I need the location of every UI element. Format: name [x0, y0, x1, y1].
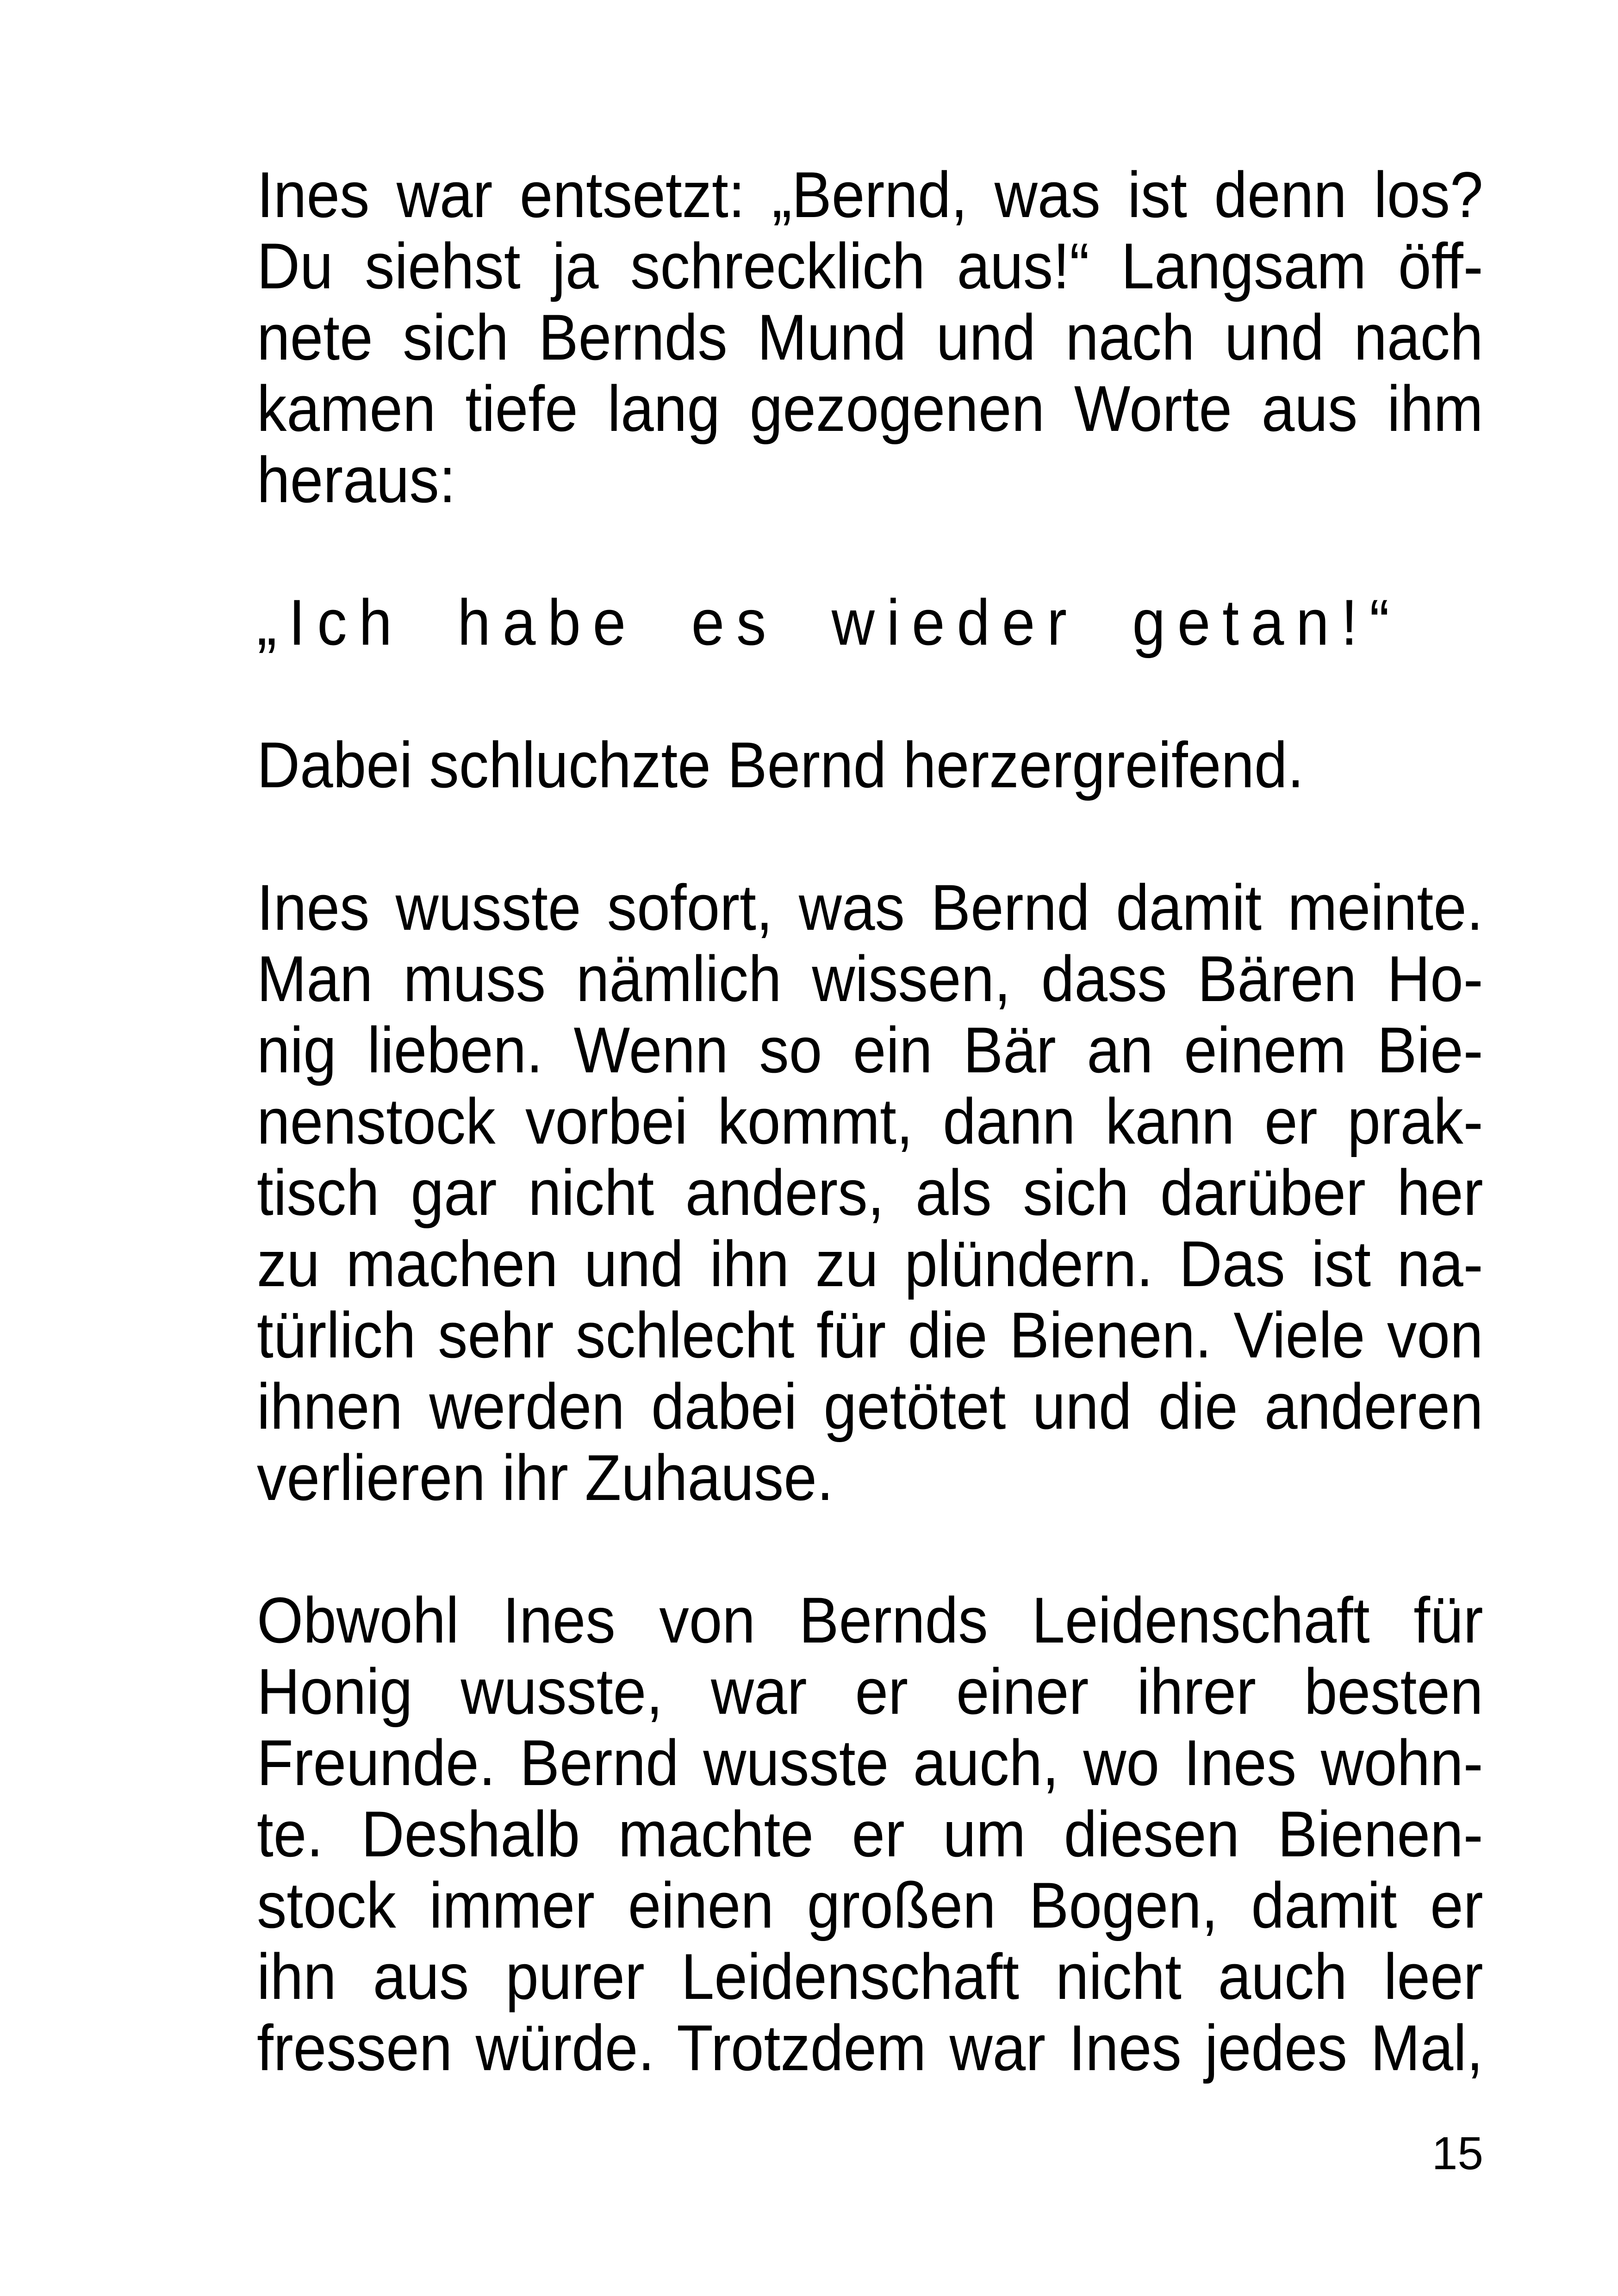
- text-line: Du siehst ja schrecklich aus!“ Langsam öff-: [257, 230, 1483, 302]
- text-line: Ines wusste sofort, was Bernd damit meinte.: [257, 871, 1483, 944]
- paragraph-p1: [257, 159, 1483, 516]
- text-line: Freunde. Bernd wusste auch, wo Ines wohn-: [257, 1726, 1483, 1799]
- text-line: zu machen und ihn zu plündern. Das ist na-: [257, 1227, 1483, 1300]
- text-line: verlieren ihr Zuhause.: [257, 1441, 834, 1514]
- text-line: nete sich Bernds Mund und nach und nach: [257, 301, 1483, 373]
- text-line: te. Deshalb machte er um diesen Bienen-: [257, 1798, 1483, 1870]
- paragraph-p5: [257, 1585, 1483, 2084]
- paragraph-p3: [257, 729, 1483, 801]
- text-line: fressen würde. Trotzdem war Ines jedes Mal,: [257, 2011, 1483, 2084]
- text-line: „Ich habe es wieder getan!“: [257, 586, 1401, 659]
- text-block: [257, 159, 1483, 2155]
- paragraph-p4: [257, 872, 1483, 1513]
- text-line: heraus:: [257, 443, 456, 516]
- text-line: ihnen werden dabei getötet und die anderen: [257, 1370, 1483, 1443]
- text-line: Ines war entsetzt: „Bernd, was ist denn los?: [257, 158, 1483, 231]
- page-number: 15: [1431, 2128, 1483, 2179]
- text-line: nenstock vorbei kommt, dann kann er prak-: [257, 1085, 1483, 1157]
- text-line: Dabei schluchzte Bernd herzergreifend.: [257, 728, 1304, 801]
- text-line: stock immer einen großen Bogen, damit er: [257, 1869, 1483, 1941]
- text-line: Honig wusste, war er einer ihrer besten: [257, 1655, 1483, 1728]
- text-line: nig lieben. Wenn so ein Bär an einem Bie-: [257, 1014, 1483, 1086]
- text-line: kamen tiefe lang gezogenen Worte aus ihm: [257, 372, 1483, 445]
- text-line: türlich sehr schlecht für die Bienen. Viele von: [257, 1299, 1483, 1371]
- text-line: Man muss nämlich wissen, dass Bären Ho-: [257, 942, 1483, 1015]
- text-line: tisch gar nicht anders, als sich darüber her: [257, 1156, 1483, 1229]
- paragraph-quote: [257, 587, 1483, 658]
- text-line: Obwohl Ines von Bernds Leidenschaft für: [257, 1584, 1483, 1656]
- text-line: ihn aus purer Leidenschaft nicht auch leer: [257, 1940, 1483, 2013]
